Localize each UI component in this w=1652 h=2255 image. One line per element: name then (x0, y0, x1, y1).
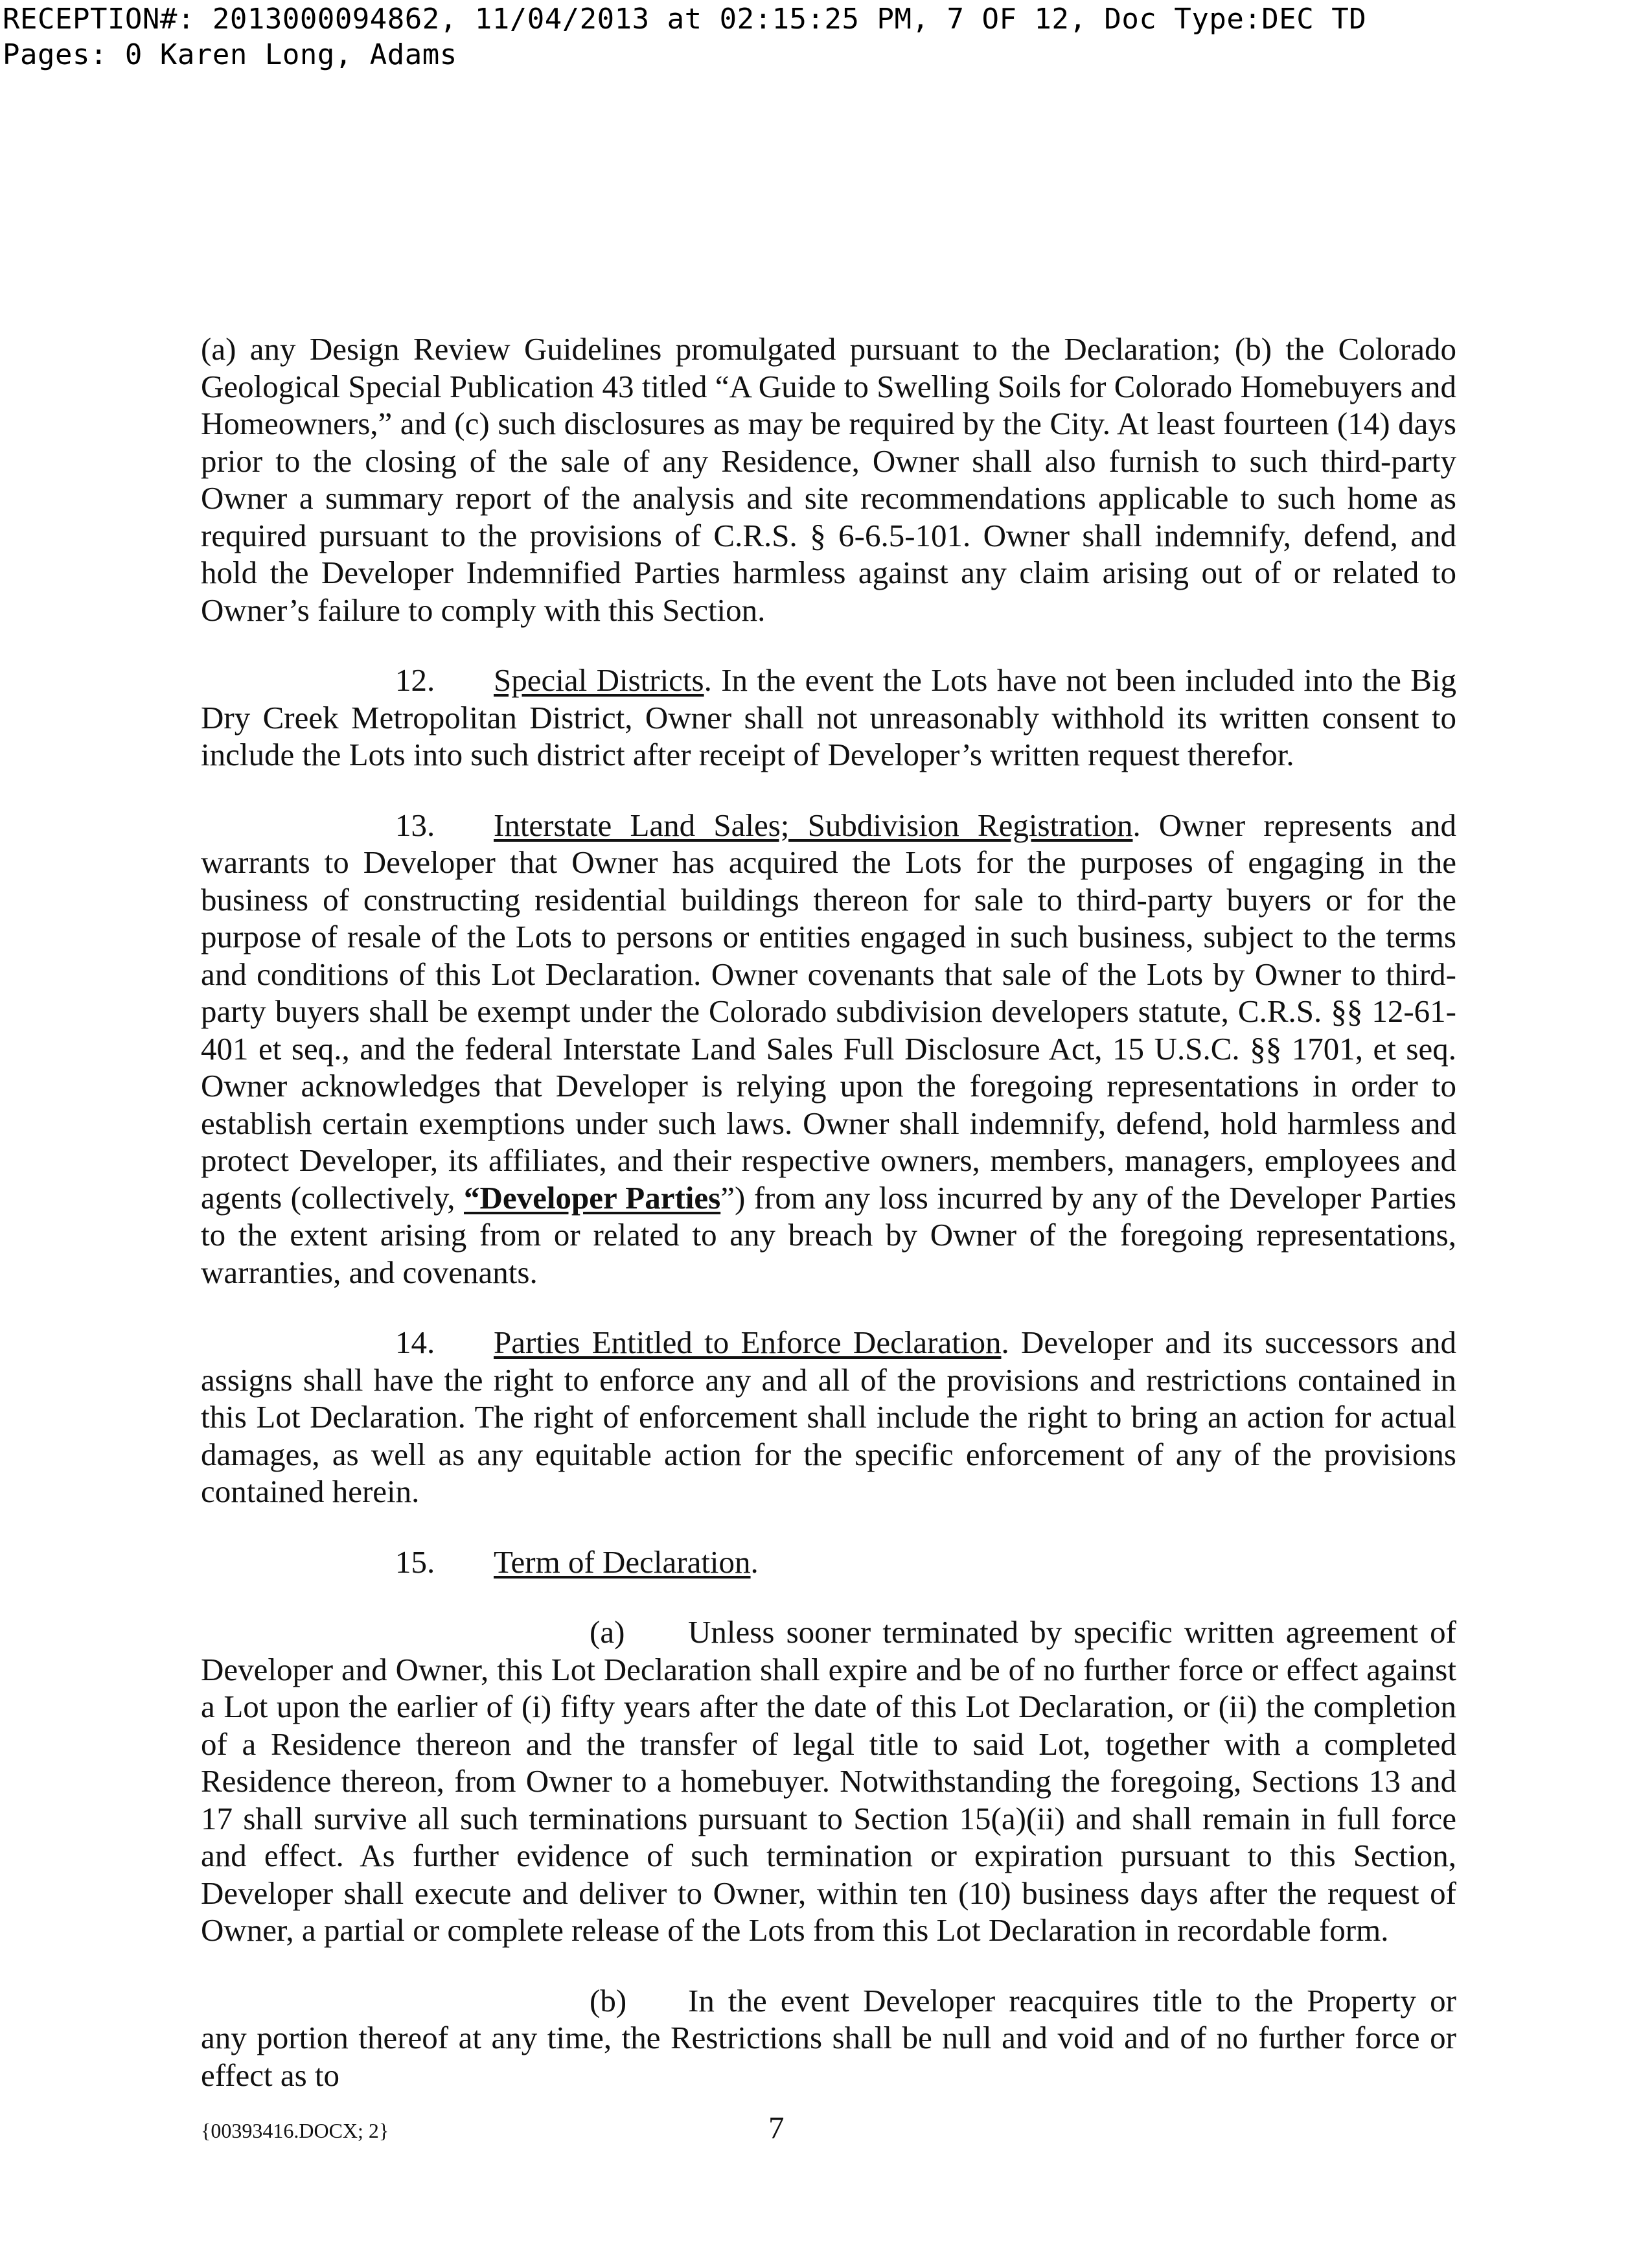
recording-stamp (3, 1, 1648, 73)
section-14 (201, 1324, 1456, 1510)
subsection-text: Unless sooner terminated by specific written agreement of Developer and Owner, this Lot Declaration shall expire and be of no further force or effect against a Lot upon the earlier of (i) fifty years after the date of this Lot Declaration, or (ii) the completion of a Residence thereon and the transfer of legal title to said Lot, together with a completed Residence thereon, from Owner to a homebuyer. Notwithstanding the foregoing, Sections 13 and 17 shall survive all such terminations pursuant to Section 15(a)(ii) and shall remain in full force and effect. As further evidence of such termination or expiration pursuant to this Section, Developer shall execute and deliver to Owner, within ten (10) business days after the request of Owner, a partial or complete release of the Lots from this Lot Declaration in recordable form. (201, 1614, 1456, 1948)
section-heading: Special Districts (494, 662, 704, 698)
section-number: 15. (395, 1544, 435, 1580)
subsection-label: (a) (590, 1614, 625, 1650)
section-heading: Term of Declaration (494, 1544, 751, 1580)
subsection-text: In the event Developer reacquires title to the Property or any portion thereof at any time, the Restrictions shall be null and void and of no further force or effect as to (201, 1982, 1456, 2093)
continued-paragraph: (a) any Design Review Guidelines promulgated pursuant to the Declaration; (b) the Colorado Geological Special Publication 43 titled “A Guide to Swelling Soils for Colorado Homebuyers and Homeowners,” and (c) such disclosures as may be required by the City. At least fourteen (14) days prior to the closing of the sale of any Residence, Owner shall also furnish to such third-party Owner a summary report of the analysis and site recommendations applicable to such home as required pursuant to the provisions of C.R.S. § 6-6.5-101. Owner shall indemnify, defend, and hold the Developer Indemnified Parties harmless against any claim arising out of or related to Owner’s failure to comply with this Section. (201, 331, 1456, 628)
section-13 (201, 807, 1456, 1291)
footer-document-id: {00393416.DOCX; 2} (201, 2119, 389, 2142)
recording-stamp-line-2: Pages: 0 Karen Long, Adams (3, 38, 457, 71)
section-text-continued: ”) from any loss incurred by any of the Developer Parties to the extent arising from or related to any breach by Owner of the foregoing representations, warranties, and covenants. (201, 1179, 1456, 1290)
defined-term: “Developer Parties (464, 1179, 721, 1216)
section-number: 12. (395, 662, 435, 698)
section-15 (201, 1544, 1456, 1581)
document-body (201, 330, 1456, 2127)
section-text: . Developer and its successors and assigns shall have the right to enforce any and all of the provisions and restrictions contained in this Lot Declaration. The right of enforcement shall include the right to bring an action for actual damages, as well as any equitable action for the specific enforcement of any of the provisions contained herein. (201, 1324, 1457, 1509)
subsection-label: (b) (590, 1982, 627, 2018)
section-heading: Parties Entitled to Enforce Declaration (494, 1324, 1002, 1360)
section-15a (201, 1613, 1456, 1949)
section-number: 14. (395, 1324, 435, 1360)
section-heading: Interstate Land Sales; Subdivision Registration (494, 807, 1133, 843)
section-text: . In the event the Lots have not been included into the Big Dry Creek Metropolitan District, Owner shall not unreasonably withhold its written consent to include the Lots into such district after receipt of Developer’s written request therefor. (201, 662, 1456, 772)
page-number: 7 (768, 2110, 785, 2145)
section-15b (201, 1982, 1456, 2094)
section-heading-period: . (750, 1544, 759, 1580)
recording-stamp-line-1: RECEPTION#: 2013000094862, 11/04/2013 at 02:15:25 PM, 7 OF 12, Doc Type:DEC TD (3, 3, 1367, 36)
section-number: 13. (395, 807, 435, 843)
section-text: . Owner represents and warrants to Developer that Owner has acquired the Lots for the purposes of engaging in the business of constructing residential buildings thereon for sale to third-party buyers or for the purpose of resale of the Lots to persons or entities engaged in such business, subject to the terms and conditions of this Lot Declaration. Owner covenants that sale of the Lots by Owner to third-party buyers shall be exempt under the Colorado subdivision developers statute, C.R.S. §§ 12-61-401 et seq., and the federal Interstate Land Sales Full Disclosure Act, 15 U.S.C. §§ 1701, et seq. Owner acknowledges that Developer is relying upon the foregoing representations in order to establish certain exemptions under such laws. Owner shall indemnify, defend, hold harmless and protect Developer, its affiliates, and their respective owners, members, managers, employees and agents (collectively, (201, 807, 1457, 1216)
section-12 (201, 662, 1456, 774)
